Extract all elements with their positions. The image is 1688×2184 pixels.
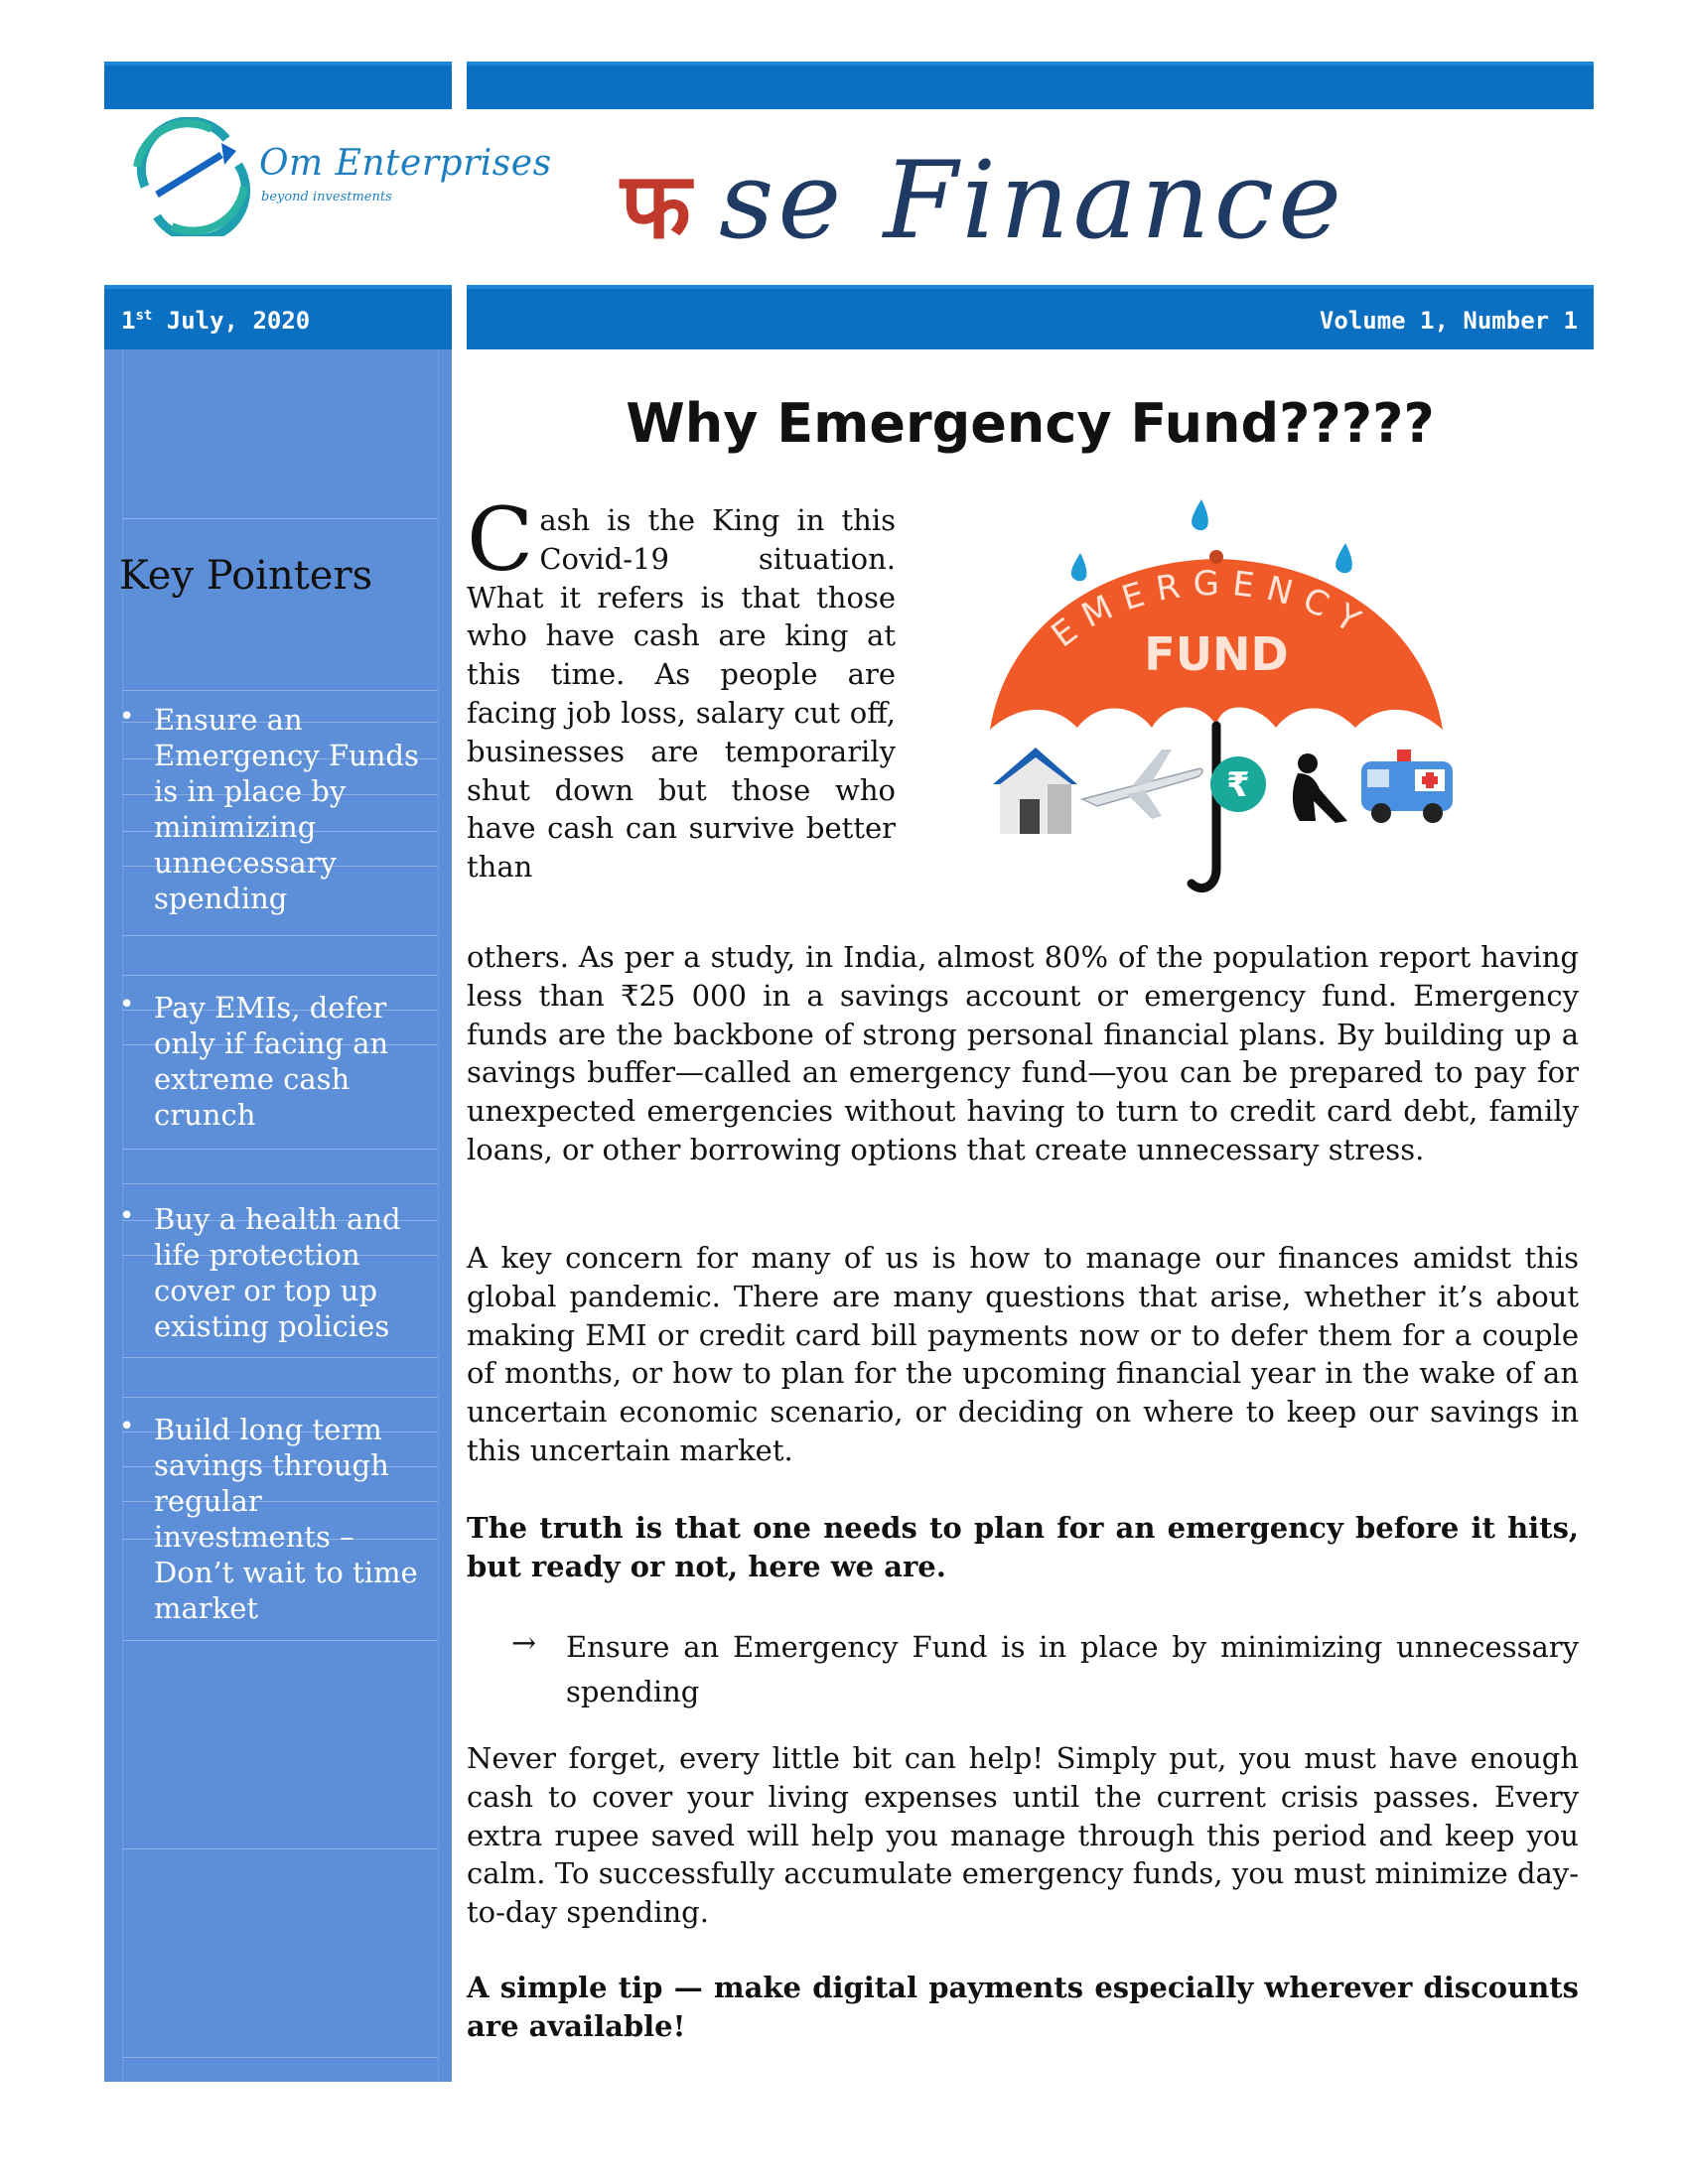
airplane-icon: [1077, 745, 1206, 824]
sidebar-rule: [122, 1357, 438, 1358]
umbrella-main-label: FUND: [1144, 627, 1289, 681]
article-paragraph-1: others. As per a study, in India, almost 80% of the population report having less than ₹25 000 in a savings account or emergency fund. Emergency funds are the backbone of strong personal financial plans. By building up a savings buffer—called an emergency fund—you can be prepared to pay for unexpected emergencies without having to turn to credit card debt, family loans, or other borrowing options that create unnecessary stress.: [467, 940, 1579, 1166]
sidebar-rule: [122, 2057, 438, 2058]
arrow-right-icon: →: [511, 1626, 537, 1661]
sad-person-icon: [1286, 751, 1350, 826]
volume-bar: [467, 285, 1594, 349]
svg-text:₹: ₹: [1226, 765, 1250, 805]
key-pointer-text: Build long term savings through regular investments – Don’t wait to time market: [154, 1413, 418, 1625]
emergency-fund-illustration: [978, 491, 1475, 908]
sidebar-rule: [122, 518, 438, 519]
issue-volume: Volume 1, Number 1: [1319, 307, 1578, 335]
sidebar-rule: [122, 1640, 438, 1641]
masthead-title: se Finance: [718, 139, 1345, 263]
newsletter-masthead: [621, 139, 1345, 278]
sidebar-title: Key Pointers: [119, 553, 373, 599]
logo-tagline: beyond investments: [261, 190, 392, 205]
umbrella-text: [978, 491, 1475, 908]
key-pointer-text: Buy a health and life protection cover or top up existing policies: [154, 1202, 401, 1343]
sidebar-divider: [438, 349, 439, 2082]
umbrella-top-label: EMERGENCY: [1044, 563, 1377, 656]
article-paragraph-4: Never forget, every little bit can help! Simply put, you must have enough cash to cover your living expenses until the current crisis passes. Every extra rupee saved will help you manage through this period and keep you calm. To successfully accumulate emergency funds, you must minimize day-to-day spending.: [467, 1741, 1579, 1930]
article-tip: A simple tip — make digital payments especially wherever discounts are available!: [467, 1971, 1579, 2043]
logo-name: Om Enterprises: [259, 143, 552, 184]
article-emphasis-paragraph: The truth is that one needs to plan for an emergency before it hits, but ready or not, here we are.: [467, 1511, 1579, 1583]
article-paragraph-2: A key concern for many of us is how to manage our finances amidst this global pandemic. There are many questions that arise, whether it’s about making EMI or credit card bill payments now or to defer them for a couple of months, or how to plan for the upcoming financial year in the wake of an uncertain economic scenario, or deciding on where to keep our savings in this uncertain market.: [467, 1241, 1579, 1467]
top-banner-right: [467, 62, 1594, 109]
rupee-coin-icon: [1208, 754, 1268, 814]
logo-swirl-icon: [127, 117, 256, 236]
intro-text: ash is the King in this Covid-19 situation. What it refers is that those who have cash are king at this time. As people are facing job loss, salary cut off, businesses are temporarily shut down but those who have cash can survive better than: [467, 503, 896, 885]
sidebar-rule: [122, 1149, 438, 1150]
bullet-icon: •: [119, 702, 135, 732]
key-pointer-text: Ensure an Emergency Funds is in place by minimizing unnecessary spending: [154, 703, 419, 915]
sidebar-rule: [122, 1183, 438, 1184]
masthead-devanagari: फ: [621, 153, 691, 259]
date-bar: [104, 285, 452, 349]
drop-cap: C: [467, 488, 534, 591]
sidebar-rule: [122, 1397, 438, 1398]
key-pointer-text: Pay EMIs, defer only if facing an extreme cash crunch: [154, 991, 389, 1132]
top-banner-left: [104, 62, 452, 109]
bullet-icon: •: [119, 990, 135, 1020]
issue-date: 1st July, 2020: [121, 307, 311, 335]
om-enterprises-logo: [127, 117, 554, 236]
sidebar-rule: [122, 935, 438, 936]
sidebar-rule: [122, 1848, 438, 1849]
bullet-icon: •: [119, 1201, 135, 1231]
key-pointers-sidebar: [104, 349, 452, 2082]
arrow-list-text: Ensure an Emergency Fund is in place by minimizing unnecessary spending: [566, 1630, 1579, 1708]
article-headline: Why Emergency Fund?????: [626, 392, 1435, 455]
sidebar-rule: [122, 690, 438, 691]
sidebar-rule: [122, 975, 438, 976]
article-intro: [467, 488, 896, 887]
ambulance-icon: [1357, 740, 1457, 829]
bullet-icon: •: [119, 1412, 135, 1441]
house-icon: [988, 740, 1082, 839]
